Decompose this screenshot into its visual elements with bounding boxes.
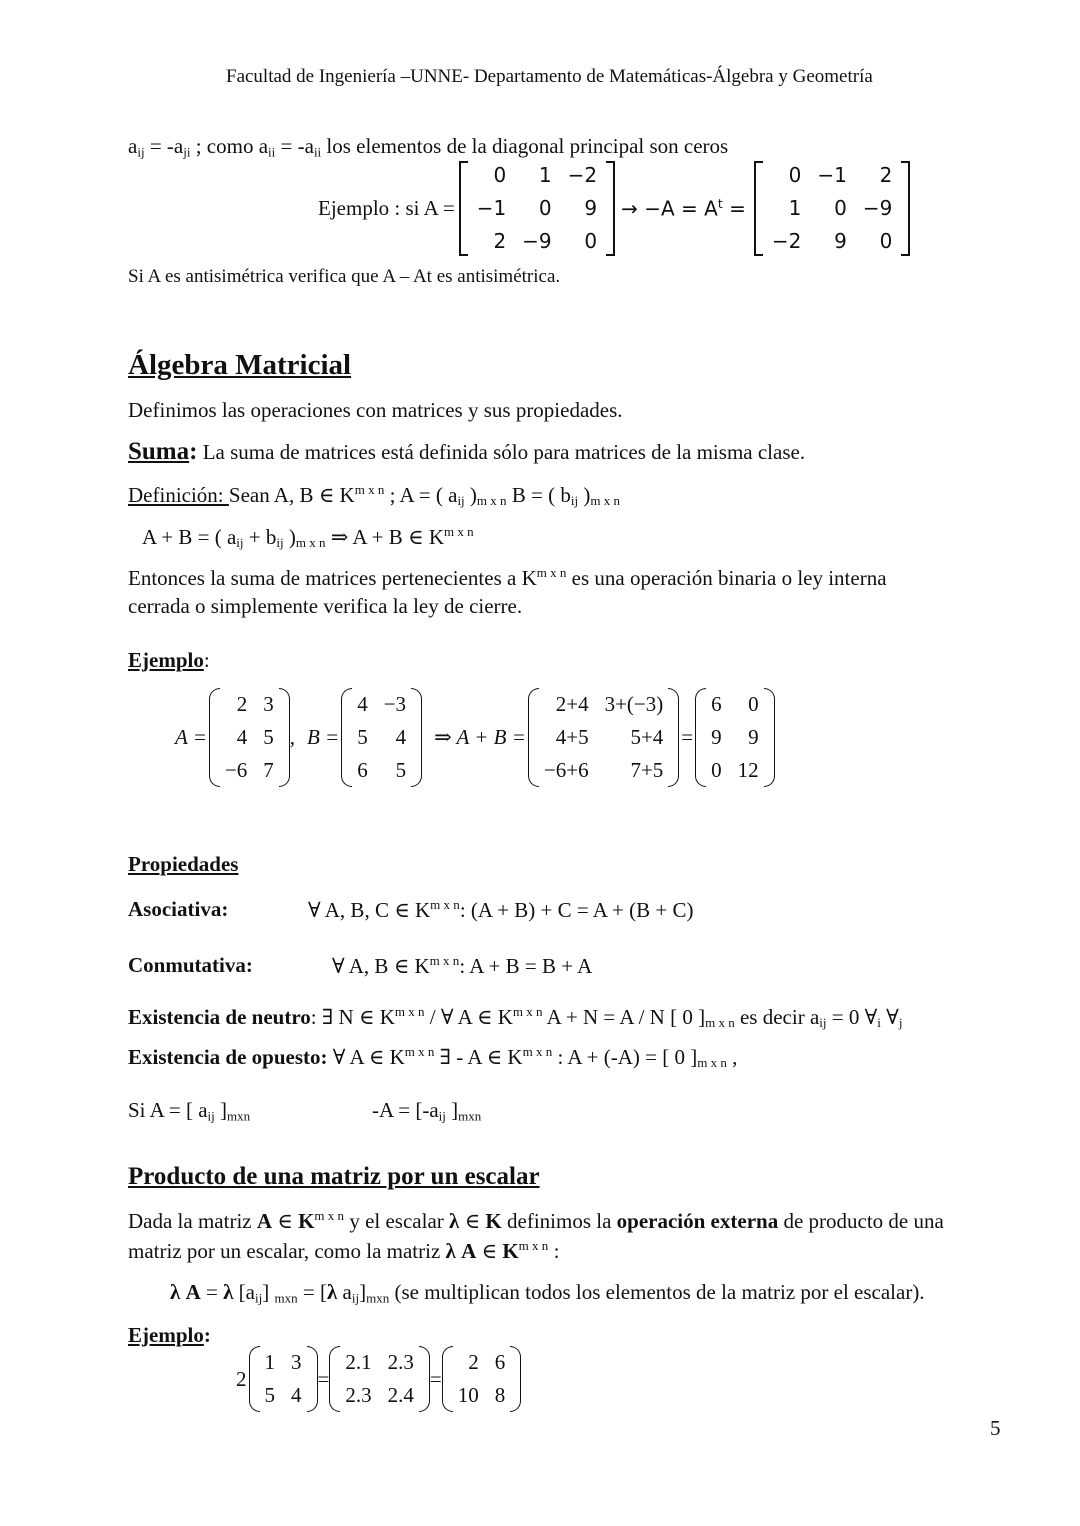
scalar: 2 xyxy=(236,1366,247,1391)
conmutativa-formula: ∀ A, B ∈ $K^{m x n}$: A + B = B + A xyxy=(332,953,593,978)
producto-paragraph-1: Dada la matriz A ∈ $K^{m x n}$ y el escalar λ ∈ K definimos la operación externa de producto de una xyxy=(128,1208,944,1233)
matrix-M3 xyxy=(442,1346,522,1412)
neg-A-line: $-A = [-a_{ij}$ ]$_{mxn}$ xyxy=(372,1098,482,1124)
matrix-cell: −9 xyxy=(862,195,893,220)
matrix-row xyxy=(450,1346,514,1379)
matrix-cell: −1 xyxy=(817,162,847,187)
implies-label: ⇒ A + B = xyxy=(434,725,526,749)
matrix-cell: 2 xyxy=(468,1350,479,1374)
B-label: B = xyxy=(306,725,340,749)
matrix-cell: 1 xyxy=(264,1350,275,1374)
section-title-algebra: Álgebra Matricial xyxy=(128,349,352,381)
matrix-cell: 2.3 xyxy=(345,1383,372,1407)
producto-formula: λ A = λ $[a_{ij}] _{mxn} = [\lambda$ $a_{ij}]_{mxn}$ (se multiplican todos los elementos de la matriz por el escalar). xyxy=(170,1280,925,1306)
matrix-row xyxy=(349,721,414,754)
matrix-cell: 5 xyxy=(395,758,407,782)
matrix-cell: 2.1 xyxy=(345,1350,372,1374)
matrix-minus-A xyxy=(754,159,910,258)
matrix-cell: 0 xyxy=(711,758,722,782)
antisym-definition: $a_{ij} = -a_{ji}$ ; como $a_{ii} = -a_{ii}$ los elementos de la diagonal principal son ceros xyxy=(128,134,729,160)
matrix-row xyxy=(764,159,900,192)
neutro-line: Existencia de neutro: ∃ N ∈ $K^{m x n}$ / ∀ A ∈ $K^{m x n}$ A + N = A / N [ 0 ]$_{m x n}$ es decir $a_{ij} = 0$ $\forall_i$ $\forall_j$ xyxy=(128,1004,903,1031)
example-heading-producto: Ejemplo: xyxy=(128,1323,211,1347)
matrix-cell: 2.4 xyxy=(387,1383,414,1407)
matrix-row xyxy=(217,721,282,754)
matrix-cell: 5 xyxy=(264,1383,275,1407)
matrix-cell: 0 xyxy=(788,162,802,187)
matrix-cell: 0 xyxy=(493,162,507,187)
matrix-cell: 3+(−3) xyxy=(604,692,664,716)
matrix-row xyxy=(536,688,671,721)
matrix-cell: 5 xyxy=(357,725,368,749)
algebra-intro: Definimos las operaciones con matrices y sus propiedades. xyxy=(128,398,623,422)
matrix-cell: 6 xyxy=(711,692,722,716)
matrix-cell: −6 xyxy=(224,758,248,782)
matrix-cell: 3 xyxy=(291,1350,302,1374)
antisym-note: Si A es antisimétrica verifica que A – At es antisimétrica. xyxy=(128,266,561,287)
matrix-A-sum xyxy=(209,688,290,787)
matrix-cell: 3 xyxy=(263,692,274,716)
matrix-cell: 2 xyxy=(493,228,507,253)
arrow-text: → −A = A xyxy=(621,196,718,221)
matrix-row xyxy=(217,688,282,721)
matrix-cell: 7+5 xyxy=(630,758,664,782)
matrix-cell: −1 xyxy=(476,195,507,220)
neutro-label: Existencia de neutro xyxy=(128,1004,311,1029)
A-label: A = xyxy=(175,725,207,749)
matrix-row xyxy=(764,192,900,225)
matrix-cell: −6+6 xyxy=(543,758,589,782)
producto-example: 2 1 3 5 4 = 2.1 2.3 2.3 2.4 = 2 6 10 8 xyxy=(236,1346,521,1412)
matrix-cell: 1 xyxy=(788,195,802,220)
matrix-row xyxy=(703,754,767,787)
suma-line: Suma: La suma de matrices está definida sólo para matrices de la misma clase. xyxy=(128,438,806,465)
matrix-row xyxy=(450,1379,514,1412)
suma-label: Suma xyxy=(128,438,190,465)
matrix-cell: 0 xyxy=(834,195,847,220)
matrix-cell: 4 xyxy=(395,725,407,749)
matrix-cell: 10 xyxy=(457,1383,479,1407)
matrix-cell: 4 xyxy=(291,1383,302,1407)
matrix-cell: −2 xyxy=(771,228,802,253)
matrix-cell: 7 xyxy=(263,758,274,782)
matrix-row xyxy=(536,754,671,787)
matrix-row xyxy=(703,721,767,754)
matrix-A xyxy=(459,159,615,258)
matrix-B-sum xyxy=(341,688,422,787)
matrix-AplusB xyxy=(528,688,679,787)
antisym-example: Ejemplo : si A = 0 1 −2 −1 0 9 2 −9 0 → $-A = A^t$ = 0 −1 2 1 0 −9 −2 9 0 xyxy=(318,170,910,246)
matrix-cell: 9 xyxy=(748,725,759,749)
matrix-result xyxy=(695,688,775,787)
matrix-row xyxy=(217,754,282,787)
matrix-row xyxy=(469,159,605,192)
example-heading-suma: Ejemplo: xyxy=(128,648,210,672)
matrix-cell: −9 xyxy=(522,228,552,253)
matrix-cell: 4 xyxy=(236,725,248,749)
sum-example: A = 2 3 4 5 −6 7 , B = 4 −3 5 4 6 5 ⇒ A + B = 2+4 3+(−3) 4+5 5+4 −6+6 7+5 = 6 0 9 9 0 12 xyxy=(175,688,775,787)
matrix-cell: 2.3 xyxy=(387,1350,414,1374)
matrix-cell: 9 xyxy=(711,725,722,749)
asociativa-label: Asociativa: xyxy=(128,897,229,921)
matrix-cell: −2 xyxy=(567,162,598,187)
matrix-cell: 1 xyxy=(538,162,552,187)
matrix-cell: 9 xyxy=(584,195,598,220)
matrix-row xyxy=(349,688,414,721)
matrix-cell: 2 xyxy=(236,692,248,716)
section-title-producto: Producto de una matriz por un escalar xyxy=(128,1163,540,1190)
matrix-cell: 0 xyxy=(879,228,893,253)
matrix-cell: 4 xyxy=(357,692,368,716)
matrix-row xyxy=(257,1346,310,1379)
matrix-cell: 6 xyxy=(494,1350,506,1374)
matrix-cell: 2 xyxy=(879,162,893,187)
matrix-M2 xyxy=(329,1346,430,1412)
closure-line-2: cerrada o simplemente verifica la ley de cierre. xyxy=(128,594,523,618)
matrix-cell: 8 xyxy=(494,1383,506,1407)
matrix-row xyxy=(337,1346,422,1379)
matrix-cell: 6 xyxy=(357,758,368,782)
matrix-row xyxy=(703,688,767,721)
matrix-cell: 5 xyxy=(263,725,274,749)
matrix-row xyxy=(337,1379,422,1412)
matrix-row xyxy=(349,754,414,787)
matrix-cell: 0 xyxy=(538,195,552,220)
definition-line: Definición: Sean A, B ∈ $K^{m x n}$ ; A = ( $a_{ij}$ )$_{m x n}$ B = ( $b_{ij}$ )$_{m x n}$ xyxy=(128,482,621,509)
matrix-cell: 5+4 xyxy=(630,725,664,749)
page-header: Facultad de Ingeniería –UNNE- Departamento de Matemáticas-Álgebra y Geometría xyxy=(226,66,873,87)
propiedades-title: Propiedades xyxy=(128,852,239,876)
definition-label: Definición: xyxy=(128,482,229,507)
matrix-row xyxy=(257,1379,310,1412)
matrix-row xyxy=(469,192,605,225)
matrix-row xyxy=(536,721,671,754)
example-label: Ejemplo : si A = xyxy=(318,195,455,220)
matrix-cell: −3 xyxy=(383,692,407,716)
asociativa-formula: ∀ A, B, C ∈ $K^{m x n}$: (A + B) + C = A + (B + C) xyxy=(308,897,694,922)
matrix-cell: 4+5 xyxy=(555,725,589,749)
matrix-cell: 9 xyxy=(834,228,847,253)
matrix-M xyxy=(249,1346,318,1412)
closure-line-1: Entonces la suma de matrices pertenecientes a $K^{m x n}$ es una operación binaria o ley interna xyxy=(128,565,887,590)
matrix-row xyxy=(764,225,900,258)
matrix-cell: 0 xyxy=(748,692,759,716)
producto-paragraph-2: matriz por un escalar, como la matriz λ A ∈ $K^{m x n}$ : xyxy=(128,1238,560,1263)
page-number: 5 xyxy=(990,1416,1001,1440)
matrix-cell: 2+4 xyxy=(555,692,589,716)
matrix-cell: 0 xyxy=(584,228,598,253)
matrix-row xyxy=(469,225,605,258)
sum-formula: A + B = ( $a_{ij} + b_{ij}$ )$_{m x n}$ ⇒ A + B ∈ $K^{m x n}$ xyxy=(142,524,474,551)
opuesto-label: Existencia de opuesto: xyxy=(128,1044,328,1069)
conmutativa-label: Conmutativa: xyxy=(128,953,253,977)
opuesto-line: Existencia de opuesto: ∀ A ∈ $K^{m x n}$ ∃ - A ∈ $K^{m x n}$ : A + (-A) = [ 0 ]$_{m x n}$ , xyxy=(128,1044,738,1071)
si-A-line: Si A = [ $a_{ij}$ ]$_{mxn}$ xyxy=(128,1098,251,1124)
matrix-cell: 12 xyxy=(737,758,759,782)
